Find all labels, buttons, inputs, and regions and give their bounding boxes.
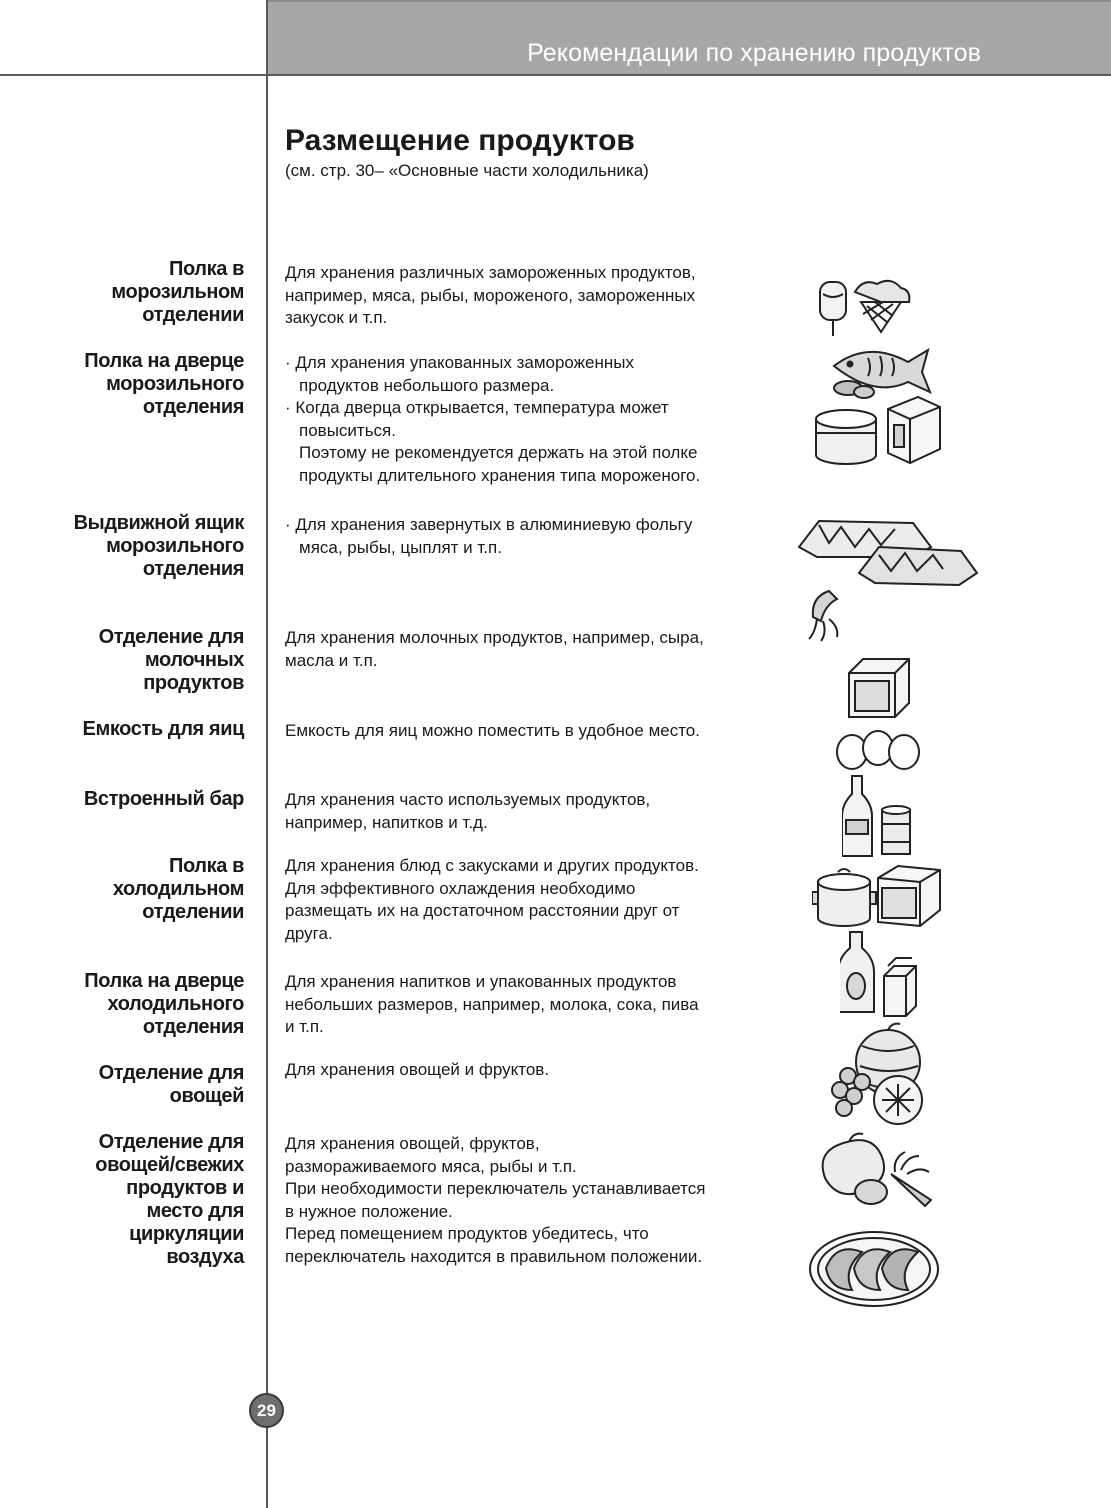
section-desc-egg-tray: Емкость для яиц можно поместить в удобное место.: [285, 721, 700, 740]
header-title: Рекомендации по хранению продуктов: [527, 39, 981, 67]
section-label-freezer-door: Полка на дверце морозильного отделения: [84, 350, 244, 418]
section-desc-fresh-zone: Для хранения овощей, фруктов, размораживаемого мяса, рыбы и т.п. При необходимости переключатель устанавливается в нужное положение. Перед помещением продуктов убедитесь, что переключатель находится в правильном положении.: [285, 1134, 706, 1266]
food-containers-icon: [812, 862, 944, 930]
section-desc-fridge-shelf: Для хранения блюд с закусками и других продуктов. Для эффективного охлаждения необходимо размещать их на достаточном расстоянии друг от друга.: [285, 856, 699, 943]
eggs-icon: [832, 728, 924, 772]
page-number: 29: [249, 1393, 284, 1428]
bottle-carton-icon: [840, 928, 920, 1018]
section-label-fridge-door: Полка на дверце холодильного отделения: [84, 970, 244, 1038]
ice-cream-icon: [815, 272, 925, 342]
cheese-butter-icon: [845, 655, 915, 719]
section-desc-freezer-drawer: · Для хранения завернутых в алюминиевую фольгу мяса, рыбы, цыплят и т.п.: [285, 514, 755, 559]
page-title: Размещение продуктов: [285, 124, 635, 157]
section-desc-freezer-shelf: Для хранения различных замороженных продуктов, например, мяса, рыбы, мороженого, замороженных закусок и т.п.: [285, 263, 696, 327]
section-label-vegetable-drawer: Отделение для овощей: [98, 1062, 244, 1107]
page-subtitle: (см. стр. 30– «Основные части холодильника): [285, 161, 649, 180]
section-label-home-bar: Встроенный бар: [83, 788, 244, 810]
meat-plate-icon: [806, 1228, 942, 1310]
header-divider: [0, 74, 1111, 76]
section-label-dairy: Отделение для молочных продуктов: [98, 626, 244, 694]
section-desc-vegetable-drawer: Для хранения овощей и фруктов.: [285, 1060, 550, 1079]
section-desc-home-bar: Для хранения часто используемых продуктов, например, напитков и т.д.: [285, 790, 651, 832]
section-desc-fridge-door: Для хранения напитков и упакованных продуктов небольших размеров, например, молока, сока, пива и т.п.: [285, 972, 699, 1036]
section-label-fridge-shelf: Полка в холодильном отделении: [112, 855, 244, 923]
column-divider: [266, 0, 268, 1508]
vegetables-icon: [815, 1130, 940, 1210]
frozen-containers-icon: [812, 395, 944, 467]
section-label-egg-tray: Емкость для яиц: [82, 718, 244, 740]
foil-wrapped-meat-icon: [795, 515, 980, 643]
section-label-freezer-shelf: Полка в морозильном отделении: [111, 258, 244, 326]
section-desc-dairy: Для хранения молочных продуктов, например, сыра, масла и т.п.: [285, 628, 704, 670]
header-band: [267, 0, 1111, 74]
fish-icon: [828, 340, 938, 402]
drinks-icon: [842, 772, 916, 862]
section-desc-freezer-door: · Для хранения упакованных замороженных продуктов небольшого размера. · Когда дверца открывается, температура может повыситься. Поэтому не рекомендуется держать на этой полке продукты длительного хранения типа мороженого.: [285, 352, 755, 487]
section-label-fresh-zone: Отделение для овощей/свежих продуктов и место для циркуляции воздуха: [95, 1131, 244, 1268]
section-label-freezer-drawer: Выдвижной ящик морозильного отделения: [73, 512, 244, 580]
fruits-icon: [822, 1022, 934, 1130]
